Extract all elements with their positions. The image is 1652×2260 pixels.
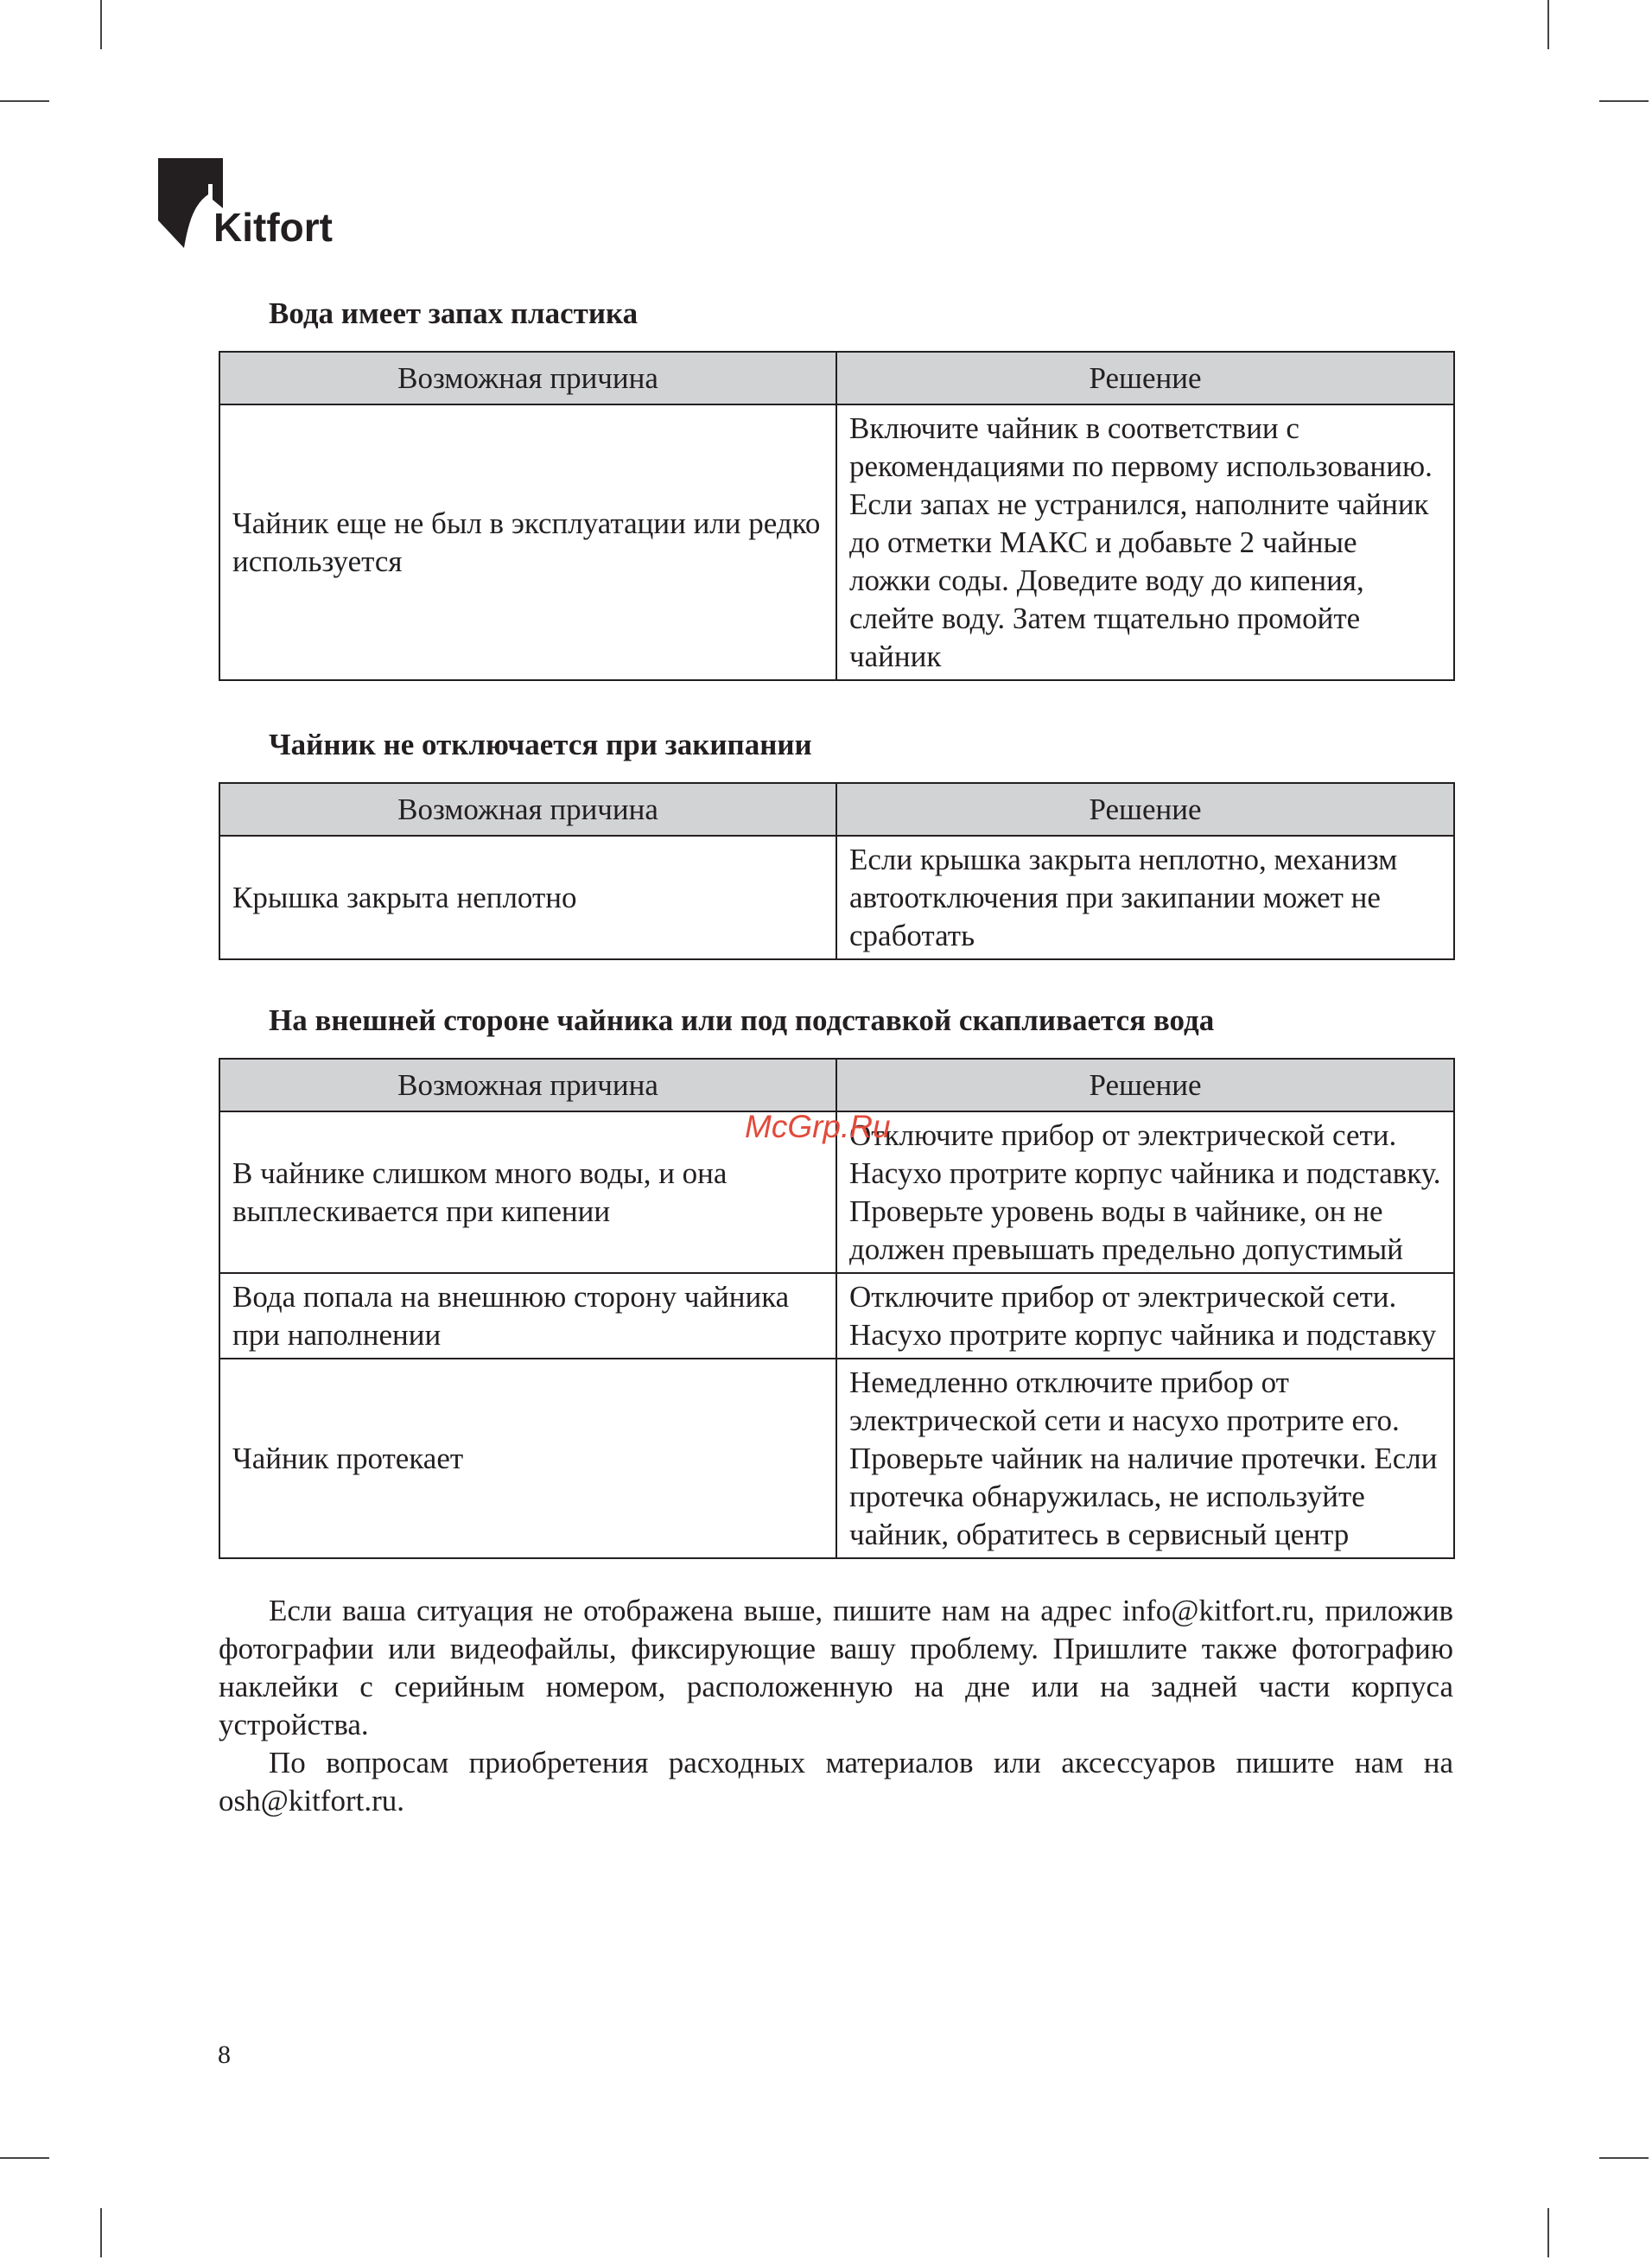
accessories-paragraph: По вопросам приобретения расходных материалов или аксессуаров пишите нам на osh@kitfort.ru.: [219, 1746, 1453, 1818]
table-row: [219, 404, 1454, 680]
crop-mark: [0, 2157, 49, 2159]
column-header-solution: Решение: [836, 1059, 1454, 1111]
cause-cell: Чайник еще не был в эксплуатации или редко используется: [219, 404, 836, 680]
table-header-row: [219, 783, 1454, 836]
table-row: [219, 836, 1454, 959]
troubleshooting-table: [219, 351, 1455, 681]
crop-mark: [1599, 2157, 1649, 2159]
solution-cell: Отключите прибор от электрической сети. Насухо протрите корпус чайника и подставку. Проверьте уровень воды в чайнике, он не должен превышать предельно допустимый: [836, 1111, 1454, 1273]
watermark: McGrp.Ru: [745, 1109, 891, 1144]
column-header-solution: Решение: [836, 352, 1454, 404]
kitfort-logo-text: Kitfort: [213, 205, 333, 250]
table-row: [219, 1273, 1454, 1359]
page-content: [219, 298, 1453, 1820]
crop-mark: [1547, 2208, 1549, 2257]
cause-cell: Чайник протекает: [219, 1359, 836, 1558]
section-title: На внешней стороне чайника или под подставкой скапливается вода: [269, 1003, 1215, 1037]
troubleshooting-table: [219, 782, 1455, 960]
cause-cell: Вода попала на внешнюю сторону чайника при наполнении: [219, 1273, 836, 1359]
contact-paragraph: Если ваша ситуация не отображена выше, пишите нам на адрес info@kitfort.ru, приложив фотографии или видеофайлы, фиксирующие вашу проблему. Пришлите также фотографию наклейки с серийным номером, расположенную на дне или на задней части корпуса устройства.: [219, 1594, 1453, 1741]
solution-cell: Немедленно отключите прибор от электрической сети и насухо протрите его. Проверьте чайник на наличие протечки. Если протечка обнаружилась, не используйте чайник, обратитесь в сервисный центр: [836, 1359, 1454, 1558]
page-number: 8: [218, 2040, 231, 2069]
table-header-row: [219, 1059, 1454, 1111]
solution-cell: Отключите прибор от электрической сети. Насухо протрите корпус чайника и подставку: [836, 1273, 1454, 1359]
table-header-row: [219, 352, 1454, 404]
solution-cell: Если крышка закрыта неплотно, механизм автоотключения при закипании может не сработать: [836, 836, 1454, 959]
column-header-cause: Возможная причина: [219, 783, 836, 836]
crop-mark: [1547, 0, 1549, 49]
table-row: [219, 1359, 1454, 1558]
crop-mark: [100, 2208, 102, 2257]
column-header-cause: Возможная причина: [219, 352, 836, 404]
section-title: Чайник не отключается при закипании: [269, 728, 812, 761]
section-title: Вода имеет запах пластика: [269, 296, 639, 330]
crop-mark: [0, 100, 49, 102]
cause-cell: Крышка закрыта неплотно: [219, 836, 836, 959]
solution-cell: Включите чайник в соответствии с рекомендациями по первому использованию. Если запах не устранился, наполните чайник до отметки МАКС и добавьте 2 чайные ложки соды. Доведите воду до кипения, слейте воду. Затем тщательно промойте чайник: [836, 404, 1454, 680]
contact-info: [219, 1592, 1453, 1820]
column-header-cause: Возможная причина: [219, 1059, 836, 1111]
cause-cell: В чайнике слишком много воды, и она выплескивается при кипении: [219, 1111, 836, 1273]
crop-mark: [100, 0, 102, 49]
column-header-solution: Решение: [836, 783, 1454, 836]
crop-mark: [1599, 100, 1649, 102]
